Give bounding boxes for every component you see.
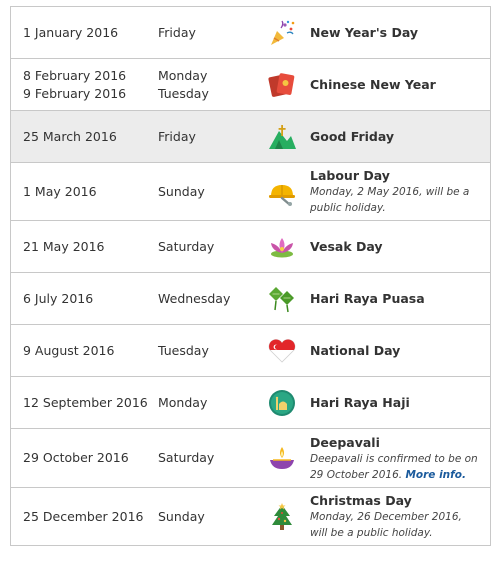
lotus-icon	[267, 232, 297, 262]
holiday-date	[11, 221, 159, 273]
holiday-row	[11, 488, 491, 546]
holiday-day	[158, 221, 254, 273]
holiday-name-cell	[310, 111, 491, 163]
holiday-name-cell	[310, 488, 491, 546]
day-line: Saturday	[158, 450, 215, 465]
holiday-icon-cell	[254, 488, 310, 546]
holiday-row	[11, 7, 491, 59]
party-popper-icon	[267, 18, 297, 48]
holiday-icon-cell	[254, 325, 310, 377]
holiday-day	[158, 163, 254, 221]
holiday-row-highlighted	[11, 111, 491, 163]
date-line: 12 September 2016	[23, 394, 148, 410]
date-line: 9 February 2016	[23, 85, 127, 101]
holiday-name: Labour Day	[310, 168, 390, 183]
holiday-name-cell	[310, 377, 491, 429]
holiday-row	[11, 163, 491, 221]
day-line: Sunday	[158, 183, 205, 199]
holiday-row	[11, 273, 491, 325]
diya-lamp-icon	[267, 443, 297, 473]
holiday-name-cell	[310, 59, 491, 111]
holiday-note-text: Deepavali is confirmed to be on 29 October 2016.	[310, 452, 478, 481]
day-line: Friday	[158, 24, 196, 40]
holiday-icon-cell	[254, 163, 310, 221]
date-line: 21 May 2016	[23, 238, 105, 254]
holiday-date	[11, 7, 159, 59]
hill-cross-icon	[267, 122, 297, 152]
holiday-date	[11, 325, 159, 377]
day-line: Sunday	[158, 508, 205, 524]
holiday-icon-cell	[254, 377, 310, 429]
holiday-note	[310, 451, 480, 483]
holiday-name: Good Friday	[310, 129, 395, 144]
holiday-name-cell	[310, 7, 491, 59]
holiday-row	[11, 429, 491, 488]
date-line: 29 October 2016	[23, 450, 129, 465]
holiday-icon-cell	[254, 111, 310, 163]
holiday-name-cell	[310, 163, 491, 221]
holiday-icon-cell	[254, 273, 310, 325]
holiday-date	[11, 429, 159, 488]
holiday-name: National Day	[310, 343, 401, 358]
date-line: 1 January 2016	[23, 24, 119, 40]
holiday-name-cell	[310, 273, 491, 325]
holiday-icon-cell	[254, 59, 310, 111]
holiday-name-cell	[310, 221, 491, 273]
ketupat-icon	[267, 284, 297, 314]
day-line: Saturday	[158, 238, 215, 254]
holiday-icon-cell	[254, 221, 310, 273]
holiday-date	[11, 377, 159, 429]
holiday-row	[11, 377, 491, 429]
day-line: Tuesday	[158, 85, 209, 101]
holiday-day	[158, 377, 254, 429]
holiday-icon-cell	[254, 429, 310, 488]
day-line: Tuesday	[158, 342, 209, 358]
date-line: 6 July 2016	[23, 290, 94, 306]
holiday-date	[11, 488, 159, 546]
date-line: 25 March 2016	[23, 128, 117, 144]
holiday-day	[158, 325, 254, 377]
holiday-table	[10, 6, 491, 546]
date-line: 1 May 2016	[23, 183, 97, 199]
day-line: Friday	[158, 128, 196, 144]
holiday-day	[158, 488, 254, 546]
holiday-name: Christmas Day	[310, 493, 412, 508]
red-packet-icon	[267, 70, 297, 100]
holiday-day	[158, 273, 254, 325]
holiday-date	[11, 163, 159, 221]
holiday-row	[11, 221, 491, 273]
christmas-tree-icon	[267, 502, 297, 532]
day-line: Wednesday	[158, 290, 231, 306]
holiday-row	[11, 59, 491, 111]
holiday-day	[158, 111, 254, 163]
hardhat-wrench-icon	[267, 177, 297, 207]
holiday-row	[11, 325, 491, 377]
holiday-day	[158, 429, 254, 488]
date-line: 9 August 2016	[23, 342, 115, 358]
holiday-date	[11, 273, 159, 325]
holiday-day	[158, 7, 254, 59]
holiday-note: Monday, 26 December 2016, will be a public holiday.	[310, 511, 462, 539]
date-line: 8 February 2016	[23, 67, 127, 83]
holiday-icon-cell	[254, 7, 310, 59]
holiday-day	[158, 59, 254, 111]
mosque-goat-icon	[267, 388, 297, 418]
holiday-name: Hari Raya Puasa	[310, 291, 425, 306]
flag-heart-icon	[267, 336, 297, 366]
holiday-name: New Year's Day	[310, 25, 419, 40]
holiday-name-cell	[310, 429, 491, 488]
date-line: 25 December 2016	[23, 508, 144, 524]
holiday-date	[11, 111, 159, 163]
holiday-date	[11, 59, 159, 111]
holiday-name-cell	[310, 325, 491, 377]
holiday-name: Deepavali	[310, 434, 380, 450]
more-info-link[interactable]: More info.	[405, 468, 466, 481]
holiday-name: Hari Raya Haji	[310, 395, 410, 410]
holiday-name: Vesak Day	[310, 239, 383, 254]
holiday-note: Monday, 2 May 2016, will be a public holiday.	[310, 186, 470, 214]
day-line: Monday	[158, 67, 208, 83]
holiday-name: Chinese New Year	[310, 77, 436, 92]
day-line: Monday	[158, 394, 208, 410]
